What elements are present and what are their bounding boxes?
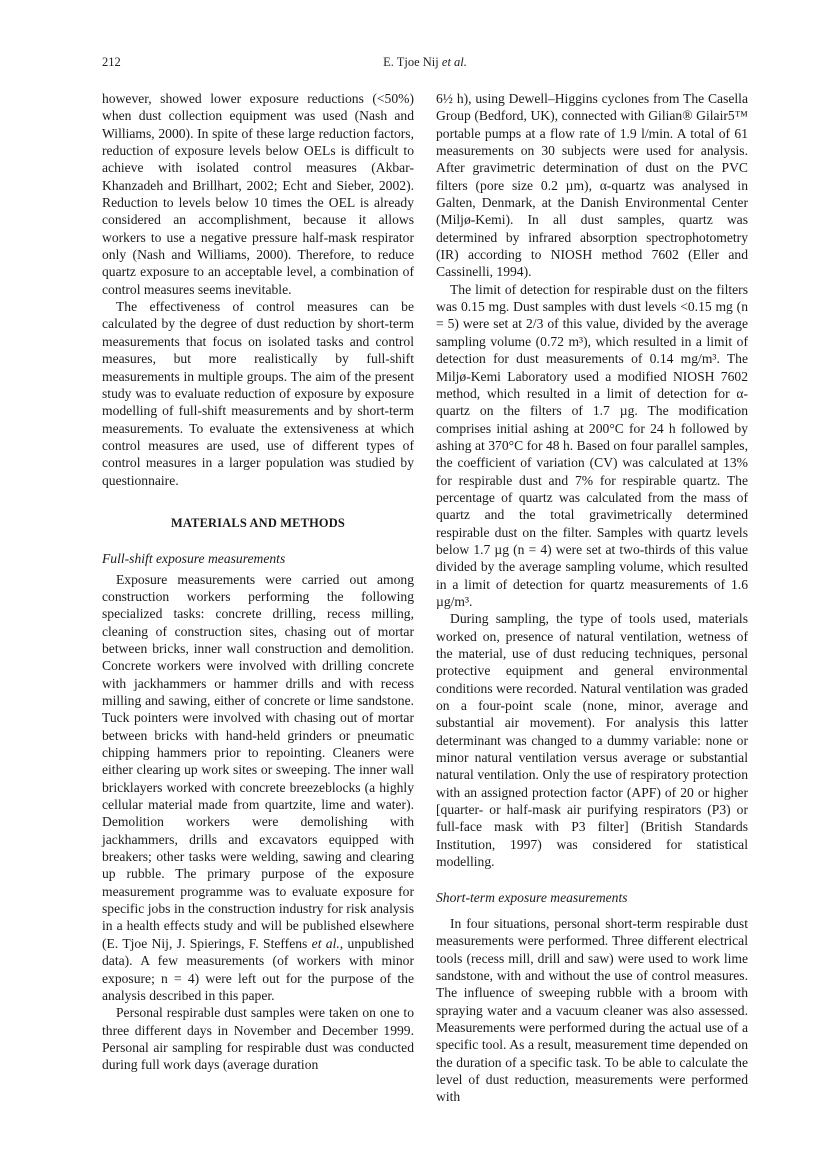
paragraph: however, showed lower exposure reductions (<50%) when dust collection equipment was used (Nash and Williams, 2000). In spite of these large reduction factors, reduction of exposure levels below OELs is difficult to achieve with isolated control measures (Akbar-Khanzadeh and Brillhart, 2002; Echt and Sieber, 2002). Reduction to levels below 10 times the OEL is already considered an accomplishment, because it allows workers to use a negative pressure half-mask respirator only (Nash and Williams, 2000). Therefore, to reduce quartz exposure to an acceptable level, a combination of control measures seems inevitable. [102, 91, 414, 297]
running-author [102, 55, 748, 70]
subsection-heading: Short-term exposure measurements [436, 890, 628, 906]
paragraph: The effectiveness of control measures can be calculated by the degree of dust reduction by short-term measurements that focus on isolated tasks and control measures, but more realistically by full-shift measurements in multiple groups. The aim of the present study was to evaluate reduction of exposure by exposure modelling of full-shift measurements and by short-term measurements. To evaluate the extensiveness at which control measures are used, use of different types of control measures in a larger population was studied by questionnaire. [102, 299, 414, 488]
section-title: MATERIALS AND METHODS [170, 515, 346, 530]
paragraph: The limit of detection for respirable dust on the filters was 0.15 mg. Dust samples with dust levels <0.15 mg (n = 5) were set at 2/3 of this value, divided by the average sampling volume (0.72 m³), which resulted in a limit of detection for dust measurements of 0.14 mg/m³. The Miljø-Kemi Laboratory used a modified NIOSH 7602 method, which resulted in a limit of detection for α-quartz on the filters of 1.7 µg. The modification comprises initial ashing at 200°C for 24 h followed by ashing at 370°C for 48 h. Based on four parallel samples, the coefficient of variation (CV) was calculated at 13% for respirable dust and 7% for respirable quartz. The percentage of quartz was calculated from the mass of quartz and the total gravimetrically determined respirable dust on the filter. Samples with quartz levels below 1.7 µg (n = 4) were set at two-thirds of this value divided by the average sampling volume, which resulted in a limit of detection for quartz measurements of 1.6 µg/m³. [436, 281, 748, 609]
paragraph: 6½ h), using Dewell–Higgins cyclones from The Casella Group (Bedford, UK), connected with Gilian® Gilair5™ portable pumps at a flow rate of 1.9 l/min. A total of 61 measurements on 30 subjects were used for analysis. After gravimetric determination of dust on the PVC filters (pore size 0.2 µm), α-quartz was analysed in Galten, Denmark, at the Danish Environmental Center (Miljø-Kemi). In all dust samples, quartz was determined by infrared absorption spectrophotometry (IR) according to NIOSH method 7602 (Eller and Cassinelli, 1994). [436, 91, 748, 280]
running-header [102, 55, 748, 73]
paragraph: During sampling, the type of tools used, materials worked on, presence of natural ventilation, wetness of the material, use of dust reducing techniques, personal protective equipment and general environmental conditions were recorded. Natural ventilation was graded on a four-point scale (none, minor, average and substantial air movement). For analysis this latter determinant was changed to a dummy variable: none or minor natural ventilation versus average or substantial natural ventilation. Only the use of respiratory protection with an assigned protection factor (APF) of 20 or higher [quarter- or half-mask air purifying respirators (P3) or full-face mask with P3 filter] (British Standards Institution, 1997) was considered for statistical modelling. [436, 611, 748, 870]
paragraph [102, 571, 414, 1005]
author-name: E. Tjoe Nij [383, 55, 442, 69]
paragraph-text: , unpublished data). A few measurements (of workers with minor exposure; n = 4) were left out for the purpose of the analysis described in this paper. [102, 935, 414, 1003]
paragraph-text: Exposure measurements were carried out among construction workers performing the following specialized tasks: concrete drilling, recess milling, cleaning of construction sites, chasing out of mortar between bricks, inner wall construction and demolition. Concrete workers were involved with drilling concrete with jackhammers or hammer drills and with recess milling and sawing, either of concrete or lime sandstone. Tuck pointers were involved with chasing out of mortar between bricks with hand-held grinders or pneumatic chipping hammers prior to repointing. Cleaners were either clearing up work sites or sweeping. The inner wall bricklayers worked with concrete breezeblocks (a highly cellular material made from quartzite, lime and water). Demolition workers were demolishing with jackhammers, drills and excavators equipped with breakers; other tasks were welding, sawing and clearing up rubble. The primary purpose of the exposure measurement programme was to evaluate exposure for specific jobs in the construction industry for risk analysis in a health effects study and will be published elsewhere (E. Tjoe Nij, J. Spierings, F. Steffens [102, 571, 414, 951]
paragraph: Personal respirable dust samples were taken on one to three different days in November and December 1999. Personal air sampling for respirable dust was conducted during full work days (average duration [102, 1005, 414, 1073]
author-etal: et al. [441, 55, 467, 69]
page-number: 212 [102, 55, 121, 69]
citation-etal: et al. [311, 935, 340, 951]
paragraph: In four situations, personal short-term respirable dust measurements were performed. Three different electrical tools (recess mill, drill and saw) were used to work lime sandstone, with and without the use of control measures. The influence of sweeping rubble with a broom with spraying water and a vacuum cleaner was also assessed. Measurements were performed during the actual use of a specific tool. As a result, measurement time depended on the duration of a specific task. To be able to calculate the level of dust reduction, measurements were performed with [436, 915, 748, 1105]
right-column [436, 90, 748, 1106]
subsection-heading: Full-shift exposure measurements [102, 551, 286, 567]
left-column [102, 90, 414, 1074]
